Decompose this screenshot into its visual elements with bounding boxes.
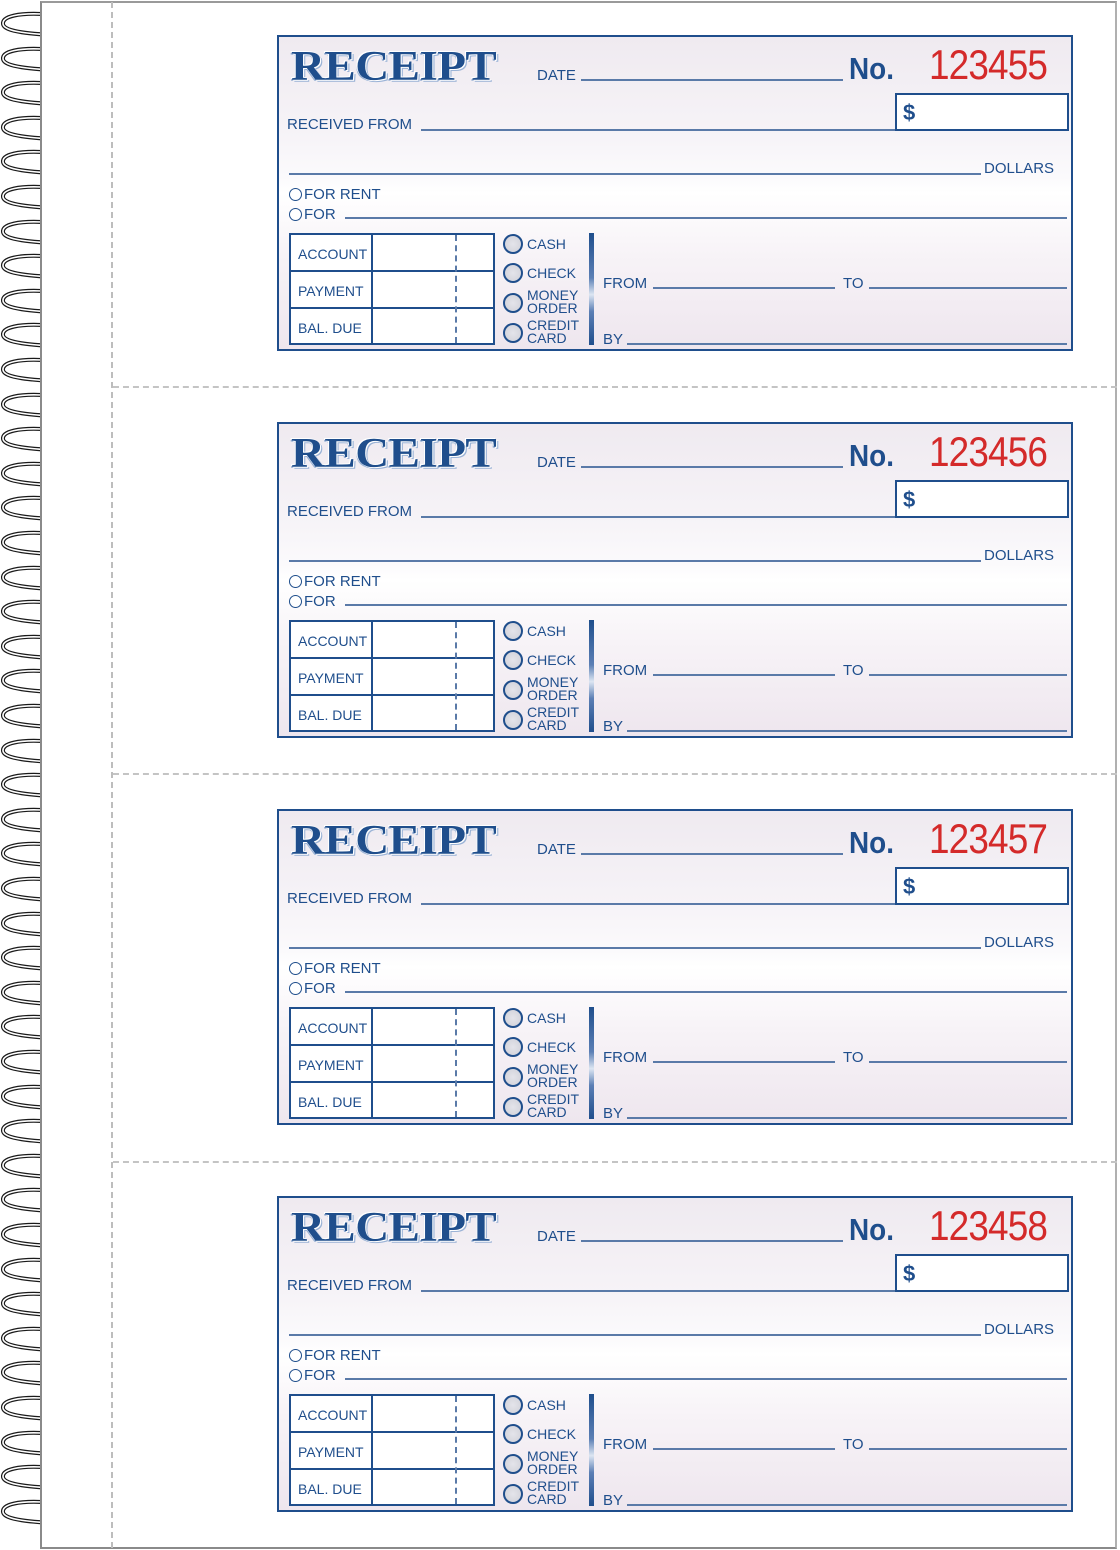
dollars-label: DOLLARS (984, 1321, 1055, 1338)
amount-field[interactable] (895, 1254, 1069, 1292)
receipt-number: 123456 (929, 428, 1048, 475)
dollar-sign-icon: $ (903, 1261, 916, 1286)
dollars-label: DOLLARS (984, 934, 1055, 951)
account-row[interactable]: ACCOUNT (291, 235, 493, 272)
for-rent-option[interactable]: FOR RENT (289, 960, 381, 977)
radio-icon[interactable] (503, 1454, 523, 1474)
cents-divider (455, 235, 457, 343)
to-field[interactable] (869, 287, 1067, 289)
radio-icon[interactable] (503, 1484, 523, 1504)
amount-in-words-field[interactable] (289, 947, 981, 949)
from-label: FROM (603, 1049, 648, 1066)
date-label: DATE (537, 841, 576, 858)
receipt-form: RECEIPT DATE No. 123455 RECEIVED FROM $ DOLLARS FOR RENT FOR ACCOUNT PAYMENT BAL. DUE CASH CHECK MONEY ORDER CREDIT CARD FROM TO BY (277, 35, 1073, 351)
to-label: TO (843, 275, 864, 292)
dollars-label: DOLLARS (984, 547, 1055, 564)
account-table (289, 233, 495, 345)
amount-in-words-field[interactable] (289, 173, 981, 175)
for-rent-option[interactable]: FOR RENT (289, 573, 381, 590)
radio-icon[interactable] (289, 595, 302, 608)
dollar-sign-icon: $ (903, 874, 916, 899)
to-label: TO (843, 1049, 864, 1066)
dollar-sign-icon: $ (903, 100, 916, 125)
account-table (289, 1394, 495, 1506)
number-label: No. (849, 825, 894, 860)
date-field[interactable] (581, 79, 843, 81)
from-field[interactable] (653, 1061, 835, 1063)
table-divider (371, 1396, 373, 1504)
section-divider-bar (589, 1394, 594, 1506)
receipt-title: RECEIPT (291, 44, 497, 90)
from-label: FROM (603, 1436, 648, 1453)
by-label: BY (603, 1492, 624, 1509)
to-field[interactable] (869, 1448, 1067, 1450)
receipt-number: 123457 (929, 815, 1048, 862)
received-from-label: RECEIVED FROM (287, 890, 413, 907)
balance-due-row[interactable]: BAL. DUE (298, 320, 362, 336)
receipt-number: 123455 (929, 41, 1048, 88)
number-label: No. (849, 51, 894, 86)
received-from-label: RECEIVED FROM (287, 503, 413, 520)
payment-row[interactable]: PAYMENT (291, 1433, 493, 1470)
radio-icon[interactable] (503, 680, 523, 700)
radio-icon[interactable] (503, 293, 523, 313)
radio-icon[interactable] (503, 1008, 523, 1028)
by-label: BY (603, 331, 624, 348)
for-rent-option[interactable]: FOR RENT (289, 186, 381, 203)
account-row[interactable]: ACCOUNT (291, 1396, 493, 1433)
cents-divider (455, 1396, 457, 1504)
amount-field[interactable] (895, 867, 1069, 905)
receipt-form: RECEIPT DATE No. 123456 RECEIVED FROM $ DOLLARS FOR RENT FOR ACCOUNT PAYMENT BAL. DUE CASH CHECK MONEY ORDER CREDIT CARD FROM TO BY (277, 422, 1073, 738)
for-description-field[interactable] (345, 217, 1067, 219)
to-field[interactable] (869, 674, 1067, 676)
table-divider (371, 1009, 373, 1117)
perforation-vertical (111, 2, 113, 1548)
for-option[interactable]: FOR (289, 593, 336, 610)
for-option[interactable]: FOR (289, 1367, 336, 1384)
section-divider-bar (589, 233, 594, 345)
radio-icon[interactable] (503, 1424, 523, 1444)
amount-in-words-field[interactable] (289, 560, 981, 562)
balance-due-row[interactable]: BAL. DUE (298, 1094, 362, 1110)
received-from-field[interactable] (421, 903, 895, 905)
account-row[interactable]: ACCOUNT (291, 1009, 493, 1046)
receipt-number: 123458 (929, 1202, 1048, 1249)
table-divider (371, 622, 373, 730)
radio-icon[interactable] (289, 208, 302, 221)
for-rent-option[interactable]: FOR RENT (289, 1347, 381, 1364)
date-label: DATE (537, 454, 576, 471)
date-field[interactable] (581, 1240, 843, 1242)
payment-row[interactable]: PAYMENT (291, 272, 493, 309)
receipt-form: RECEIPT DATE No. 123458 RECEIVED FROM $ DOLLARS FOR RENT FOR ACCOUNT PAYMENT BAL. DUE CASH CHECK MONEY ORDER CREDIT CARD FROM TO BY (277, 1196, 1073, 1512)
cents-divider (455, 1009, 457, 1117)
for-description-field[interactable] (345, 991, 1067, 993)
received-from-label: RECEIVED FROM (287, 116, 413, 133)
for-option[interactable]: FOR (289, 980, 336, 997)
payment-row[interactable]: PAYMENT (291, 659, 493, 696)
balance-due-row[interactable]: BAL. DUE (298, 1481, 362, 1497)
radio-icon[interactable] (289, 962, 302, 975)
to-label: TO (843, 1436, 864, 1453)
receipt-title: RECEIPT (291, 431, 497, 477)
received-from-field[interactable] (421, 1290, 895, 1292)
received-from-label: RECEIVED FROM (287, 1277, 413, 1294)
section-divider-bar (589, 620, 594, 732)
radio-icon[interactable] (289, 982, 302, 995)
perforation-horizontal (113, 1161, 1117, 1163)
cents-divider (455, 622, 457, 730)
radio-icon[interactable] (289, 188, 302, 201)
radio-icon[interactable] (289, 1369, 302, 1382)
for-description-field[interactable] (345, 604, 1067, 606)
radio-icon[interactable] (503, 1395, 523, 1415)
date-field[interactable] (581, 466, 843, 468)
radio-icon[interactable] (503, 323, 523, 343)
from-label: FROM (603, 662, 648, 679)
to-label: TO (843, 662, 864, 679)
number-label: No. (849, 438, 894, 473)
radio-icon[interactable] (503, 621, 523, 641)
radio-icon[interactable] (503, 263, 523, 283)
account-row[interactable]: ACCOUNT (291, 622, 493, 659)
from-field[interactable] (653, 674, 835, 676)
radio-icon[interactable] (289, 1349, 302, 1362)
receipt-title: RECEIPT (291, 818, 497, 864)
balance-due-row[interactable]: BAL. DUE (298, 707, 362, 723)
radio-icon[interactable] (503, 1067, 523, 1087)
radio-icon[interactable] (503, 234, 523, 254)
by-field[interactable] (627, 730, 1067, 732)
amount-field[interactable] (895, 93, 1069, 131)
from-field[interactable] (653, 1448, 835, 1450)
received-from-field[interactable] (421, 129, 895, 131)
perforation-horizontal (113, 386, 1117, 388)
date-field[interactable] (581, 853, 843, 855)
for-option[interactable]: FOR (289, 206, 336, 223)
dollar-sign-icon: $ (903, 487, 916, 512)
section-divider-bar (589, 1007, 594, 1119)
date-label: DATE (537, 1228, 576, 1245)
perforation-horizontal (113, 773, 1117, 775)
radio-icon[interactable] (503, 710, 523, 730)
by-field[interactable] (627, 1117, 1067, 1119)
date-label: DATE (537, 67, 576, 84)
amount-field[interactable] (895, 480, 1069, 518)
receipt-title: RECEIPT (291, 1205, 497, 1251)
table-divider (371, 235, 373, 343)
received-from-field[interactable] (421, 516, 895, 518)
account-table (289, 620, 495, 732)
receipt-form: RECEIPT DATE No. 123457 RECEIVED FROM $ DOLLARS FOR RENT FOR ACCOUNT PAYMENT BAL. DUE CASH CHECK MONEY ORDER CREDIT CARD FROM TO BY (277, 809, 1073, 1125)
by-field[interactable] (627, 1504, 1067, 1506)
number-label: No. (849, 1212, 894, 1247)
by-label: BY (603, 718, 624, 735)
radio-icon[interactable] (503, 1037, 523, 1057)
radio-icon[interactable] (503, 650, 523, 670)
radio-icon[interactable] (503, 1097, 523, 1117)
by-field[interactable] (627, 343, 1067, 345)
radio-icon[interactable] (289, 575, 302, 588)
from-field[interactable] (653, 287, 835, 289)
amount-in-words-field[interactable] (289, 1334, 981, 1336)
from-label: FROM (603, 275, 648, 292)
payment-row[interactable]: PAYMENT (291, 1046, 493, 1083)
by-label: BY (603, 1105, 624, 1122)
for-description-field[interactable] (345, 1378, 1067, 1380)
account-table (289, 1007, 495, 1119)
dollars-label: DOLLARS (984, 160, 1055, 177)
to-field[interactable] (869, 1061, 1067, 1063)
